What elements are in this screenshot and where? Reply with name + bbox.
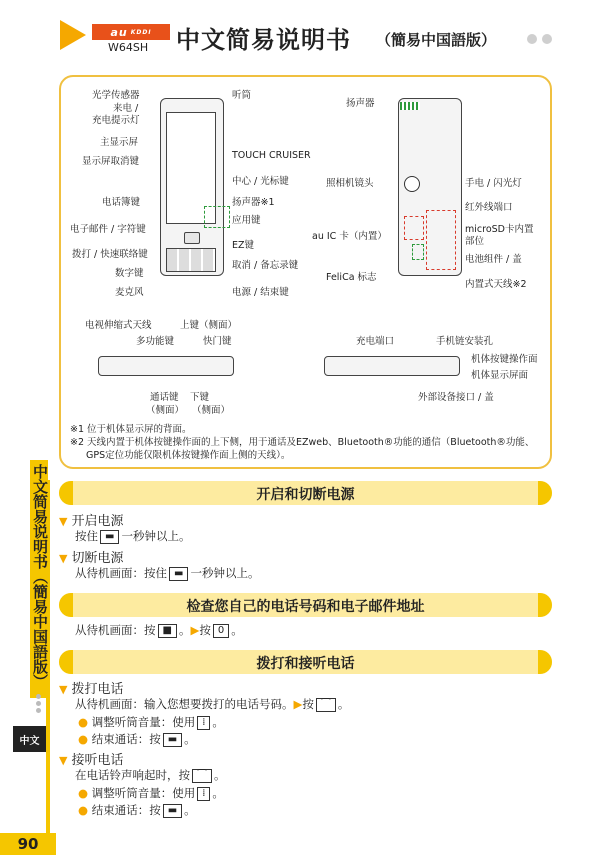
label-multi-key: 多功能键 [136,336,175,347]
center-key-icon: ■ [158,624,177,638]
back-speaker [400,102,420,110]
note-2-cont: GPS定位功能仅限机体按键操作面上侧的天线）。 [86,450,291,461]
label-ez-key: EZ键 [232,240,255,251]
label-main-display: 主显示屏 [100,137,139,148]
label-mic: 麦克风 [115,287,144,298]
heading-power-off: ▼ 切断电源 [59,551,124,566]
label-down-key: 下键 [190,392,210,403]
label-microsd-2: 部位 [465,236,485,247]
label-felica: FeliCa 标志 [326,272,377,283]
heading-make-call: ▼ 拨打电话 [59,682,124,697]
label-light-sensor: 光学传感器 [92,90,140,101]
side-tab-title: 中文简易说明书（簡易中国語版） [30,460,48,698]
text-receive-call: 在电话铃声响起时，按 ⌒ 。 [75,768,226,782]
text-end-call: ● 结束通话：按 ▬ 。 [78,732,196,746]
label-back-speaker: 扬声器 [346,98,375,109]
call-key-icon: ⌒ [316,698,336,712]
text-check: 从待机画面：按 ■ 。▶按 0 。 [75,623,243,637]
heading-receive-call: ▼ 接听电话 [59,753,124,768]
label-touch-cruiser: TOUCH CRUISER [232,150,311,161]
label-charge-lamp: 充电提示灯 [92,115,140,126]
label-earpiece: 听筒 [232,90,252,101]
section-header-check: 检查您自己的电话号码和电子邮件地址 [59,593,552,617]
label-down-key-side: （侧面） [192,405,231,416]
camera-lens-icon [404,176,420,192]
note-1: ※1 位于机体显示屏的背面。 [70,424,192,435]
label-ir-port: 红外线端口 [465,202,513,213]
text-power-on: 按住 ▬ 一秒钟以上。 [75,529,191,543]
end-key-icon: ▬ [163,733,182,747]
label-display-cancel: 显示屏取消键 [82,156,140,167]
page-number: 90 [0,833,56,855]
felica-box [412,244,424,260]
decor-dot [542,34,552,44]
label-battery: 电池组件 / 盖 [465,254,522,265]
label-call-key: 拨打 / 快速联络键 [72,249,148,260]
text-volume-2: ● 调整听筒音量：使用 ⁞ 。 [78,786,224,800]
label-number-keys: 数字键 [115,268,144,279]
label-ic-card: au IC 卡（内置） [312,231,387,242]
microsd-box [426,210,456,270]
note-2: ※2 天线内置于机体按键操作面的上下侧，用于通话及EZweb、Bluetooth®功能的通信（Bluetooth®功能、 [70,437,535,448]
label-microsd: microSD卡内置 [465,224,534,235]
label-speaker1: 扬声器※1 [232,197,275,208]
label-up-key: 上键（侧面） [180,320,238,331]
label-talk-key-side: （侧面） [146,405,185,416]
label-camera: 照相机镜头 [326,178,374,189]
label-charge-port: 充电端口 [356,336,395,347]
label-key-face: 机体按键操作面 [471,354,538,365]
label-power-key: 电源 / 结束键 [232,287,289,298]
text-end-call-2: ● 结束通话：按 ▬ 。 [78,803,196,817]
model-name: W64SH [108,41,149,54]
label-strap-hole: 手机链安装孔 [436,336,494,347]
number-keys [166,248,216,272]
label-shutter-key: 快门键 [203,336,232,347]
label-tv-antenna: 电视伸缩式天线 [85,320,152,331]
au-logo: au KDDI [92,24,170,40]
text-volume: ● 调整听筒音量：使用 ⁞ 。 [78,715,224,729]
end-key-icon: ▬ [100,530,119,544]
header-arrow-icon [60,20,86,50]
label-center-key: 中心 / 光标键 [232,176,289,187]
end-key-icon: ▬ [169,567,188,581]
text-make-call: 从待机画面：输入您想要拨打的电话号码。▶按 ⌒ 。 [75,697,350,711]
side-key-icon: ⁞ [197,787,210,801]
label-flash: 手电 / 闪光灯 [465,178,522,189]
label-display-face: 机体显示屏面 [471,370,529,381]
end-key-icon: ▬ [163,804,182,818]
label-incoming: 来电 / [113,103,139,114]
heading-power-on: ▼ 开启电源 [59,514,124,529]
side-key-icon: ⁞ [197,716,210,730]
label-phonebook: 电话簿键 [102,197,141,208]
label-antenna: 内置式天线※2 [465,279,527,290]
page-subtitle: （簡易中国語版） [376,31,497,49]
page-title: 中文简易说明书 [176,26,351,54]
decor-dot [527,34,537,44]
label-ext-connector: 外部设备接口 / 盖 [418,392,494,403]
section-header-call: 拨打和接听电话 [59,650,552,674]
side-dots [30,692,41,715]
zero-key: 0 [213,624,229,638]
speaker-area-box [204,206,230,228]
call-key-icon: ⌒ [192,769,212,783]
phone-side-left [98,356,234,376]
lang-tab: 中文 [13,726,46,752]
label-mail-key: 电子邮件 / 字符键 [70,224,146,235]
section-header-power: 开启和切断电源 [59,481,552,505]
ic-card-box [404,216,424,240]
label-app-key: 应用键 [232,215,261,226]
label-talk-key: 通话键 [150,392,179,403]
center-key [184,232,200,244]
text-power-off: 从待机画面：按住 ▬ 一秒钟以上。 [75,566,260,580]
phone-side-right [324,356,460,376]
label-cancel-key: 取消 / 备忘录键 [232,260,299,271]
